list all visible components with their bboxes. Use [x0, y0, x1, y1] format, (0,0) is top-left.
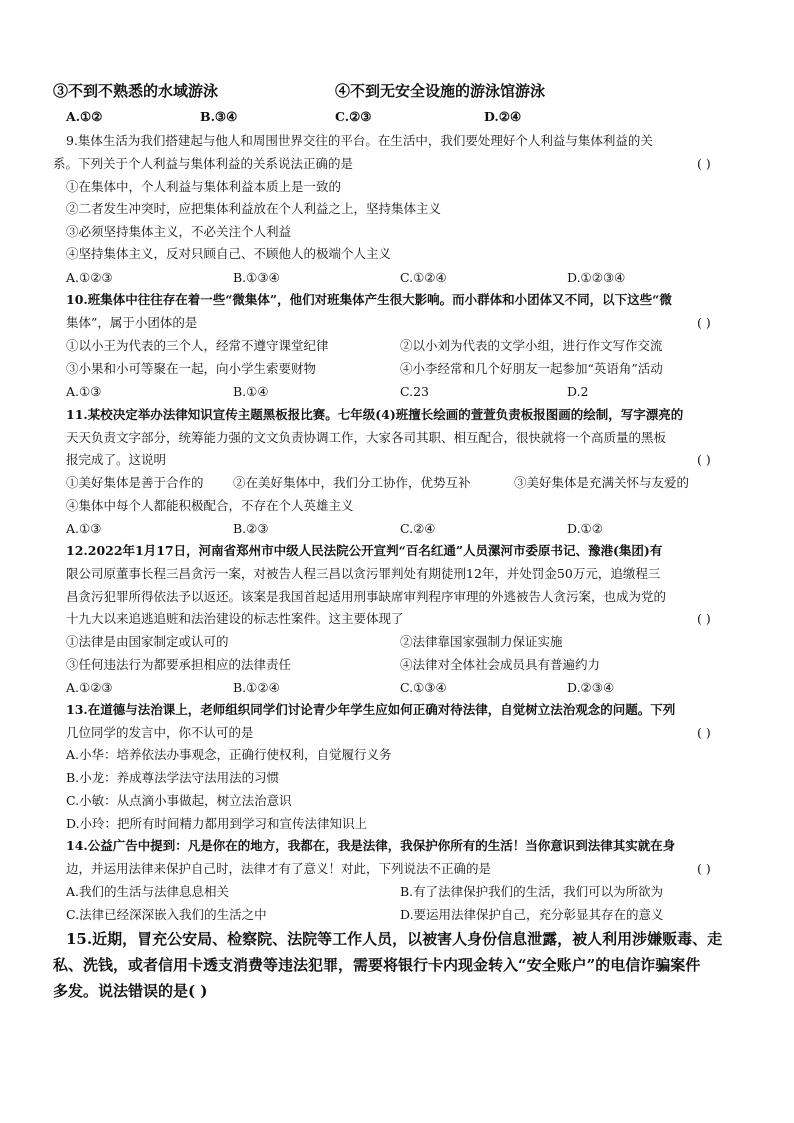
q14-choice-a: A.我们的生活与法律息息相关 — [66, 884, 230, 899]
q9-choice-c: C.①②④ — [400, 270, 447, 285]
q12-item-3: ③任何违法行为都要承担相应的法律责任 — [66, 657, 292, 672]
q15-stem-line3: 多发。说法错误的是( ) — [53, 982, 208, 1000]
q9-stem-line1: 9.集体生活为我们搭建起与他人和周围世界交往的平台。在生活中，我们要处理好个人利益与集体利益的关 — [66, 133, 653, 148]
q12-item-2: ②法律靠国家强制力保证实施 — [400, 634, 563, 649]
q12-choice-d: D.②③④ — [567, 680, 615, 695]
q14-choice-b: B.有了法律保护我们的生活，我们可以为所欲为 — [400, 884, 664, 899]
q15-stem-line1: 15.近期，冒充公安局、检察院、法院等工作人员，以被害人身份信息泄露，被人利用涉嫌贩毒、走 — [66, 930, 723, 948]
q11-item-4: ④集体中每个人都能积极配合，不存在个人英雄主义 — [66, 498, 354, 513]
q13-choice-d: D.小玲：把所有时间精力都用到学习和宣传法律知识上 — [66, 816, 368, 831]
q11-stem-line3: 报完成了。这说明 — [66, 452, 167, 467]
q10-choice-b: B.①④ — [233, 384, 269, 399]
q10-stem-line1: 10.班集体中往往存在着一些“微集体”，他们对班集体产生很大影响。而小群体和小团体又不同，以下这些“微 — [66, 292, 672, 307]
q10-answer-paren: ( ) — [697, 315, 711, 330]
q8-choice-b: B.③④ — [200, 109, 238, 124]
q11-choice-c: C.②④ — [400, 521, 436, 536]
q10-choice-d: D.2 — [567, 384, 589, 399]
q11-stem-line2: 天天负责文字部分，统筹能力强的文文负责协调工作，大家各司其职、相互配合，很快就将一个高质量的黑板 — [66, 430, 667, 445]
q10-item-2: ②以小刘为代表的文学小组，进行作文写作交流 — [400, 338, 663, 353]
q10-item-1: ①以小王为代表的三个人，经常不遵守课堂纪律 — [66, 338, 329, 353]
q10-stem-line2: 集体”，属于小团体的是 — [66, 315, 198, 330]
q11-choice-d: D.①② — [567, 521, 603, 536]
q9-choice-a: A.①②③ — [66, 270, 113, 285]
q10-item-4: ④小李经常和几个好朋友一起参加“英语角”活动 — [400, 361, 663, 376]
q14-stem-line2: 边，并运用法律来保护自己时，法律才有了意义！对此，下列说法不正确的是 — [66, 861, 492, 876]
q13-choice-b: B.小龙：养成尊法学法守法用法的习惯 — [66, 770, 280, 785]
q10-choice-a: A.①③ — [66, 384, 102, 399]
q14-choice-c: C.法律已经深深嵌入我们的生活之中 — [66, 907, 267, 922]
q8-choice-c: C.②③ — [335, 109, 372, 124]
q11-stem-line1: 11.某校决定举办法律知识宣传主题黑板报比赛。七年级(4)班擅长绘画的萱萱负责板报图画的绘制，写字漂亮的 — [66, 407, 684, 422]
q9-item-3: ③必须坚持集体主义，不必关注个人利益 — [66, 224, 292, 239]
q9-item-4: ④坚持集体主义，反对只顾自己、不顾他人的极端个人主义 — [66, 246, 392, 261]
q8-option-4: ④不到无安全设施的游泳馆游泳 — [335, 82, 546, 100]
q9-item-1: ①在集体中，个人利益与集体利益本质上是一致的 — [66, 179, 342, 194]
q8-option-3: ③不到不熟悉的水域游泳 — [53, 82, 219, 100]
q13-choice-a: A.小华：培养依法办事观念，正确行使权利，自觉履行义务 — [66, 747, 392, 762]
q14-answer-paren: ( ) — [697, 861, 711, 876]
q14-choice-d: D.要运用法律保护自己，充分彰显其存在的意义 — [400, 907, 664, 922]
q9-answer-paren: ( ) — [697, 156, 711, 171]
q12-stem-line1: 12.2022年1月17日，河南省郑州市中级人民法院公开宣判“百名红通”人员漯河市委原书记、豫港(集团)有 — [66, 543, 663, 558]
q12-stem-line3: 昌贪污犯罪所得依法予以返还。该案是我国首起适用刑事缺席审判程序审理的外逃被告人贪污案，也成为党的 — [66, 589, 667, 604]
q12-choice-c: C.①③④ — [400, 680, 447, 695]
q11-item-1: ①美好集体是善于合作的 — [66, 475, 204, 490]
q8-choice-d: D.②④ — [484, 109, 522, 124]
q13-answer-paren: ( ) — [697, 725, 711, 740]
q9-item-2: ②二者发生冲突时，应把集体利益放在个人利益之上，坚持集体主义 — [66, 201, 442, 216]
q12-stem-line4: 十九大以来追逃追赃和法治建设的标志性案件。这主要体现了 — [66, 611, 404, 626]
q12-choice-a: A.①②③ — [66, 680, 113, 695]
q11-item-2: ②在美好集体中，我们分工协作，优势互补 — [233, 475, 471, 490]
q9-stem-line2: 系。下列关于个人利益与集体利益的关系说法正确的是 — [53, 156, 354, 171]
q12-item-1: ①法律是由国家制定或认可的 — [66, 634, 229, 649]
q9-choice-b: B.①③④ — [233, 270, 280, 285]
q11-choice-b: B.②③ — [233, 521, 269, 536]
q11-item-3: ③美好集体是充满关怀与友爱的 — [514, 475, 690, 490]
q12-stem-line2: 限公司原董事长程三昌贪污一案，对被告人程三昌以贪污罪判处有期徒刑12年，并处罚金50万元，追缴程三 — [66, 566, 661, 581]
q14-stem-line1: 14.公益广告中提到：凡是你在的地方，我都在，我是法律，我保护你所有的生活！当你意识到法律其实就在身 — [66, 838, 676, 853]
q11-choice-a: A.①③ — [66, 521, 102, 536]
q10-choice-c: C.23 — [400, 384, 429, 399]
q8-choice-a: A.①② — [66, 109, 103, 124]
q12-answer-paren: ( ) — [697, 611, 711, 626]
q9-choice-d: D.①②③④ — [567, 270, 626, 285]
q13-stem-line2: 几位同学的发言中，你不认可的是 — [66, 725, 254, 740]
q10-item-3: ③小果和小可等聚在一起，向小学生索要财物 — [66, 361, 317, 376]
q12-item-4: ④法律对全体社会成员具有普遍约力 — [400, 657, 601, 672]
q12-choice-b: B.①②④ — [233, 680, 280, 695]
q15-stem-line2: 私、洗钱，或者信用卡透支消费等违法犯罪，需要将银行卡内现金转入“安全账户”的电信诈骗案件 — [53, 956, 701, 974]
q11-answer-paren: ( ) — [697, 452, 711, 467]
q13-stem-line1: 13.在道德与法治课上，老师组织同学们讨论青少年学生应如何正确对待法律，自觉树立法治观念的问题。下列 — [66, 702, 676, 717]
q13-choice-c: C.小敏：从点滴小事做起，树立法治意识 — [66, 793, 292, 808]
